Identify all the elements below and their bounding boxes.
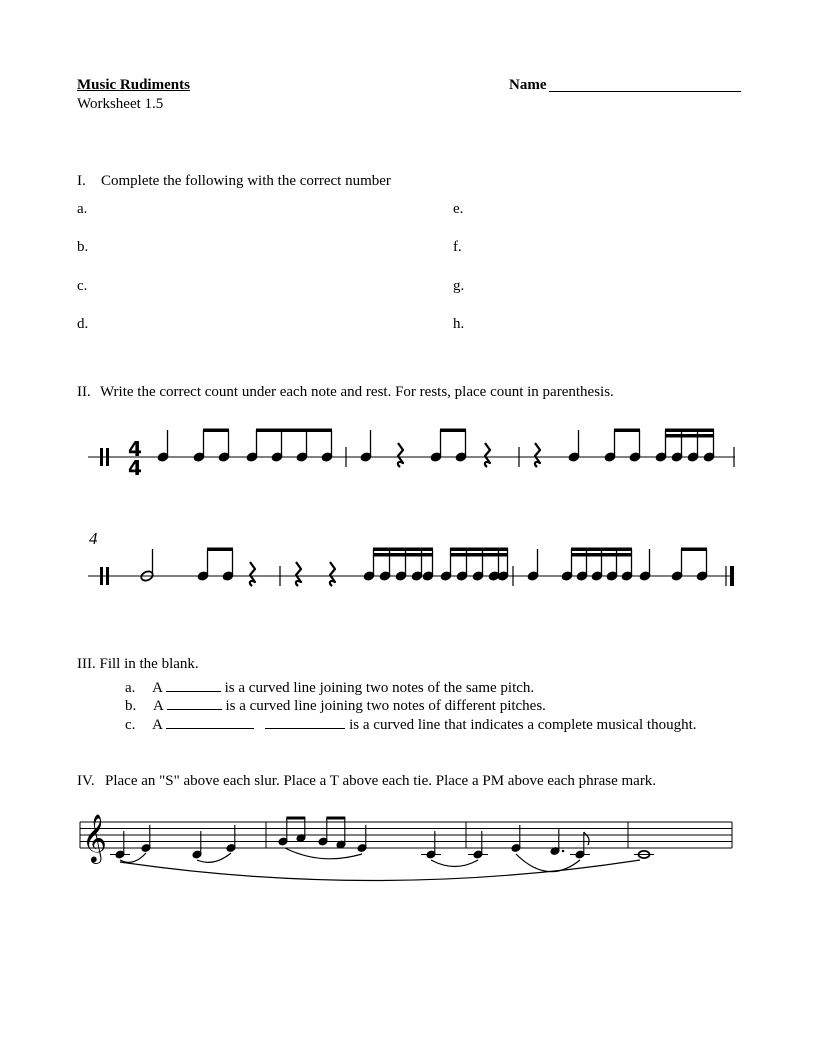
fill-blank-text-c: is a curved line that indicates a complete musical thought.: [349, 717, 697, 733]
answer-label-e: e.: [453, 201, 464, 217]
fill-blank-letter-b: b.: [125, 698, 137, 714]
section-1-number: I.: [77, 173, 86, 189]
time-signature-bottom: 4: [128, 456, 142, 480]
answer-label-c: c.: [77, 278, 88, 294]
answer-label-g: g.: [453, 278, 465, 294]
treble-clef-icon: 𝄞: [82, 813, 107, 862]
worksheet-subtitle: Worksheet 1.5: [77, 96, 164, 112]
fill-blank-prefix-b: A: [152, 698, 163, 714]
answer-label-b: b.: [77, 239, 89, 255]
worksheet-title: Music Rudiments: [77, 77, 190, 93]
section-4-heading: Place an "S" above each slur. Place a T above each tie. Place a PM above each phrase mark.: [105, 773, 657, 789]
fill-blank-text-a: is a curved line joining two notes of the same pitch.: [224, 680, 535, 696]
answer-label-a: a.: [77, 201, 88, 217]
answer-label-d: d.: [77, 316, 89, 332]
fill-blank-letter-c: c.: [125, 717, 136, 733]
fill-blank-text-b: is a curved line joining two notes of different pitches.: [225, 698, 546, 714]
name-label: Name: [509, 77, 547, 93]
section-4-number: IV.: [77, 773, 95, 789]
measure-number: 4: [89, 529, 98, 548]
section-3-heading: III. Fill in the blank.: [77, 656, 199, 672]
section-2-number: II.: [77, 384, 91, 400]
section-2-heading: Write the correct count under each note and rest. For rests, place count in parenthesis.: [100, 384, 614, 400]
fill-blank-letter-a: a.: [125, 680, 136, 696]
section-1-heading: Complete the following with the correct number: [101, 173, 391, 189]
answer-label-h: h.: [453, 316, 465, 332]
fill-blank-prefix-c: A: [152, 717, 163, 733]
answer-label-f: f.: [453, 239, 462, 255]
fill-blank-prefix-a: A: [152, 680, 163, 696]
time-signature-top: 4: [128, 437, 142, 461]
